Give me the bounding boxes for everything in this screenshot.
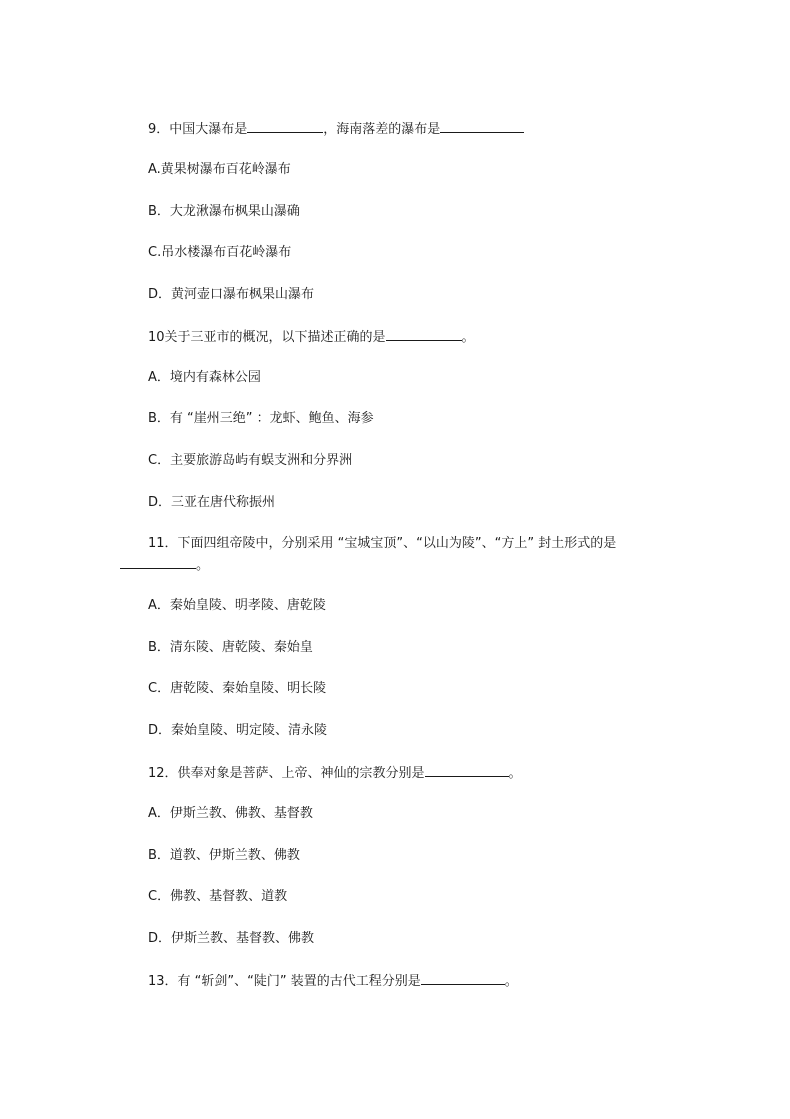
answer-blank	[440, 119, 524, 133]
question-10-option-a: A．境内有森林公园	[148, 370, 261, 385]
question-11-stem: 11．下面四组帝陵中，分别采用 “宝城宝顶”、“以山为陵”、“方上” 封土形式的是	[148, 536, 617, 551]
stem-text: 。	[508, 766, 522, 781]
stem-text: 。	[461, 330, 475, 345]
question-12-option-c: C．佛教、基督教、道教	[148, 889, 288, 904]
stem-text: 。	[196, 558, 210, 573]
answer-blank	[425, 763, 509, 777]
question-11-option-a: A．秦始皇陵、明孝陵、唐乾陵	[148, 598, 326, 613]
question-10-option-b: B．有 “崖州三绝” ：龙虾、鲍鱼、海参	[148, 411, 374, 426]
stem-text: 。	[504, 974, 518, 989]
question-9-option-a: A.黄果树瀑布百花岭瀑布	[148, 162, 291, 177]
question-12-stem	[148, 763, 522, 781]
question-12-option-a: A．伊斯兰教、佛教、基督教	[148, 806, 313, 821]
answer-blank	[247, 119, 323, 133]
stem-text: 13．有 “斩剑”、“陡门” 装置的古代工程分别是	[148, 974, 421, 989]
question-12-option-d: D．伊斯兰教、基督教、佛教	[148, 931, 315, 946]
stem-text: 10关于三亚市的概况，以下描述正确的是	[148, 330, 386, 345]
answer-blank	[421, 971, 505, 985]
question-13-stem	[148, 971, 518, 989]
question-10-option-c: C．主要旅游岛屿有蜈支洲和分界洲	[148, 453, 353, 468]
stem-text: 12．供奉对象是菩萨、上帝、神仙的宗教分别是	[148, 766, 425, 781]
question-9-option-d: D．黄河壶口瀑布枫果山瀑布	[148, 287, 315, 302]
stem-text: 9．中国大瀑布是	[148, 122, 248, 137]
question-9-option-c: C.吊水楼瀑布百花岭瀑布	[148, 245, 292, 260]
answer-blank	[386, 327, 462, 341]
question-11-option-d: D．秦始皇陵、明定陵、清永陵	[148, 723, 328, 738]
question-9-option-b: B．大龙湫瀑布枫果山瀑确	[148, 204, 300, 219]
question-11-option-b: B．清东陵、唐乾陵、秦始皇	[148, 640, 313, 655]
question-11-option-c: C．唐乾陵、秦始皇陵、明长陵	[148, 681, 327, 696]
stem-text: ，海南落差的瀑布是	[323, 122, 441, 137]
question-10-option-d: D．三亚在唐代称振州	[148, 495, 276, 510]
question-12-option-b: B．道教、伊斯兰教、佛教	[148, 848, 300, 863]
question-9-stem	[148, 119, 524, 137]
question-11-stem-cont	[120, 555, 209, 573]
answer-blank	[120, 555, 196, 569]
question-10-stem	[148, 327, 475, 345]
